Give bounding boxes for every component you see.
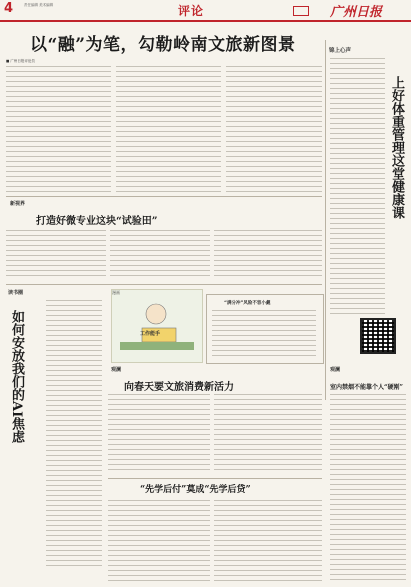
- left-low-body: [46, 300, 102, 570]
- cartoon-illustration: [111, 289, 203, 363]
- editor-credits: 责任编辑 美术编辑: [24, 3, 54, 7]
- left-mid-body-3: [214, 230, 322, 280]
- right-low-badge: 观澜: [330, 367, 341, 373]
- cartoon-drawing: [112, 290, 202, 362]
- left-mid-body-2: [110, 230, 210, 280]
- date-box: [293, 6, 309, 16]
- section-title: 评论: [178, 4, 205, 18]
- bottom-headline: “先学后付”莫成“先学后贷”: [140, 485, 251, 495]
- qr-code: [360, 318, 396, 354]
- center-low-body-1: [108, 394, 210, 474]
- right-low-headline: 室内禁烟不能靠个人“硬刚”: [330, 384, 403, 391]
- lead-body-col-1: [6, 66, 111, 192]
- left-mid-body-1: [6, 230, 106, 280]
- center-low-badge: 观澜: [111, 367, 122, 373]
- poem-title: “满分冲”风险不容小觑: [224, 301, 271, 306]
- right-low-body: [330, 394, 406, 582]
- bottom-body-2: [214, 500, 322, 582]
- divider: [108, 478, 322, 479]
- center-low-headline: 向春天要文旅消费新活力: [124, 382, 234, 393]
- poem-body: [212, 310, 316, 358]
- lead-body-col-3: [226, 66, 322, 192]
- right-body: [330, 58, 385, 318]
- left-low-vertical-title: 如何安放我们的AI焦虑: [9, 310, 24, 444]
- bottom-body-1: [108, 500, 210, 582]
- lead-body-col-2: [116, 66, 221, 192]
- cartoon-credit: 漫画: [112, 290, 120, 295]
- left-low-badge: 读书圈: [8, 290, 24, 296]
- center-low-body-2: [214, 394, 322, 474]
- newspaper-logo: 广州日报: [330, 5, 383, 20]
- divider: [6, 196, 322, 197]
- left-mid-badge: 新视界: [10, 201, 26, 207]
- column-divider: [325, 40, 326, 400]
- cartoon-label: 工作能手: [140, 331, 161, 337]
- divider: [6, 284, 322, 285]
- lead-headline: 以“融”为笔，勾勒岭南文旅新图景: [30, 35, 296, 55]
- page-number: 4: [4, 1, 14, 16]
- right-vertical-title: 上好体重管理这堂健康课: [389, 76, 404, 219]
- right-column-badge: 锦上心声: [329, 48, 352, 54]
- left-mid-headline: 打造好微专业这块“试验田”: [36, 216, 158, 227]
- lead-byline: ■ 广州日报评论员: [6, 59, 35, 63]
